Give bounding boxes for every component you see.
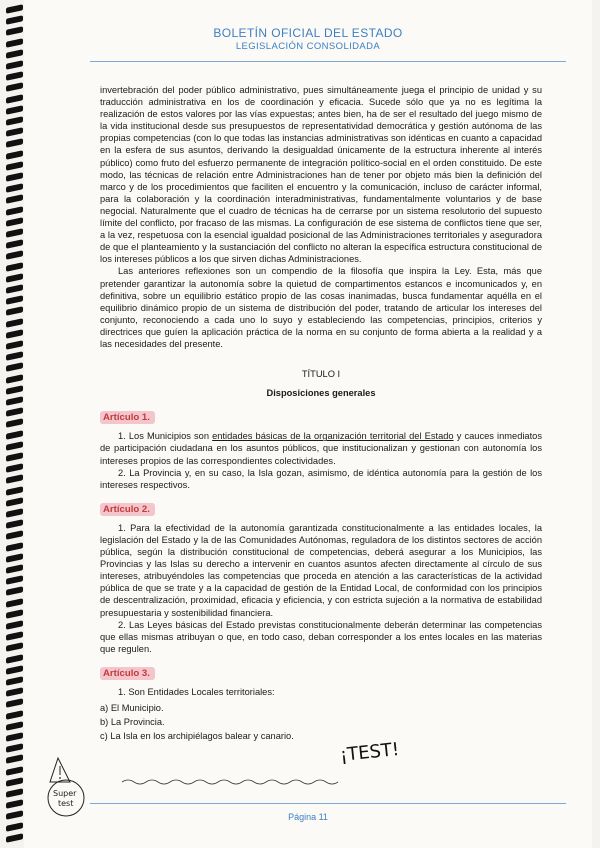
entity-list: [100, 702, 542, 742]
binding-ring: [6, 251, 23, 261]
section-subtitle: Disposiciones generales: [266, 388, 376, 399]
binding-ring: [6, 575, 23, 585]
binding-ring: [6, 598, 23, 608]
binding-ring: [6, 743, 23, 753]
binding-ring: [6, 139, 23, 149]
binding-ring: [6, 374, 23, 384]
binding-ring: [6, 833, 23, 843]
binding-ring: [6, 755, 23, 765]
binding-ring: [6, 161, 23, 171]
binding-ring: [6, 150, 23, 160]
footer-rule: [90, 803, 566, 804]
binding-ring: [6, 519, 23, 529]
binding-ring: [6, 340, 23, 350]
binding-ring: [6, 643, 23, 653]
binding-ring: [6, 631, 23, 641]
binding-ring: [6, 463, 23, 473]
binding-ring: [6, 38, 23, 48]
binding-ring: [6, 531, 23, 541]
doodle-drawing: [38, 748, 102, 818]
article-3-paragraph-1: 1. Son Entidades Locales territoriales:: [118, 687, 275, 698]
binding-ring: [6, 27, 23, 37]
binding-ring: [6, 777, 23, 787]
binding-ring: [6, 195, 23, 205]
binding-ring: [6, 699, 23, 709]
binding-ring: [6, 654, 23, 664]
binding-ring: [6, 83, 23, 93]
binding-ring: [6, 788, 23, 798]
binding-ring: [6, 430, 23, 440]
page-number: Página 11: [288, 812, 328, 822]
binding-ring: [6, 183, 23, 193]
binding-ring: [6, 94, 23, 104]
binding-ring: [6, 811, 23, 821]
binding-ring: [6, 407, 23, 417]
article-heading: [100, 503, 542, 516]
binding-ring: [6, 587, 23, 597]
binding-ring: [6, 4, 23, 14]
binding-ring: [6, 228, 23, 238]
binding-ring: [6, 486, 23, 496]
header-title: BOLETÍN OFICIAL DEL ESTADO: [213, 26, 403, 40]
binding-ring: [6, 127, 23, 137]
binding-ring: [6, 217, 23, 227]
doodle-text: test: [58, 799, 74, 808]
binding-ring: [6, 284, 23, 294]
document-page: [24, 0, 592, 848]
list-item: c) La Isla en los archipiélagos balear y canario.: [100, 731, 294, 742]
binding-ring: [6, 475, 23, 485]
spiral-binding: [0, 0, 24, 848]
doodle-text: Super: [53, 789, 77, 798]
binding-ring: [6, 15, 23, 25]
binding-ring: [6, 799, 23, 809]
section-title: TÍTULO I: [301, 369, 341, 380]
list-item: a) El Municipio.: [100, 703, 164, 714]
article-3-heading: Artículo 3.: [100, 667, 155, 680]
binding-ring: [6, 351, 23, 361]
article-heading: [100, 667, 542, 680]
binding-ring: [6, 721, 23, 731]
binding-ring: [6, 508, 23, 518]
binding-ring: [6, 295, 23, 305]
page-header: [24, 26, 592, 52]
binding-ring: [6, 452, 23, 462]
article-2-paragraph-1: 1. Para la efectividad de la autonomía garantizada constitucionalmente a las entidades locales, la legislación del Estado y la de las Comunidades Autónomas, reguladora de los distintos sectores de acción pública, según la distribución constitucional de competencias, deberá asegurar a los Municipios, las Provincias y las Islas su derecho a intervenir en cuantos asuntos afecten directamente al círculo de sus intereses, atribuyéndoles las competencias que proceda en atención a las características de la actividad pública de que se trate y a la capacidad de gestión de la Entidad Local, de conformidad con los principios de descentralización, proximidad, eficacia y eficiencia, y con estricta sujeción a la normativa de estabilidad presupuestaria y sostenibilidad financiera.: [100, 522, 542, 618]
article-2-heading: Artículo 2.: [100, 503, 155, 516]
article-1-paragraph-1: [100, 430, 542, 466]
article-heading: [100, 411, 542, 424]
text-span: y cauces inmediatos de participación ciudadana en los asuntos públicos, que institucionalizan y gestionan con autonomía los intereses propios de las correspondientes colectividades.: [100, 431, 543, 466]
binding-ring: [6, 273, 23, 283]
binding-ring: [6, 441, 23, 451]
binding-ring: [6, 766, 23, 776]
underlined-text: entidades básicas de la organización territorial del Estado: [212, 431, 454, 442]
article-1-paragraph-2: 2. La Provincia y, en su caso, la Isla gozan, asimismo, de idéntica autonomía para la gestión de los intereses respectivos.: [100, 467, 542, 490]
binding-ring: [6, 105, 23, 115]
article-2-paragraph-2: 2. Las Leyes básicas del Estado previstas constitucionalmente deberán determinar las competencias que ellas mismas atribuyan o que, en todo caso, deban corresponder a los entes locales en las materias que regulen.: [100, 619, 542, 654]
binding-ring: [6, 396, 23, 406]
binding-ring: [6, 419, 23, 429]
article-1-heading: Artículo 1.: [100, 411, 155, 424]
binding-ring: [6, 497, 23, 507]
handwritten-test-stamp: ¡TEST!: [339, 738, 401, 767]
binding-ring: [6, 307, 23, 317]
binding-ring: [6, 676, 23, 686]
text-span: 1. Los Municipios son: [118, 431, 213, 442]
binding-ring: [6, 206, 23, 216]
binding-ring: [6, 553, 23, 563]
paragraph: invertebración del poder público administrativo, pues simultáneamente juega el principio de unidad y su traducción administrativa en los de coordinación y eficacia. Sucede sólo que ya no es legítima la realización de estos valores por las vías expuestas; antes bien, ha de ser el resultado del juego mismo de la vida institucional desde sus presupuestos de representatividad democrática y gestión autónoma de las propias competencias (con lo que todas las instancias administrativas son idénticas en cuanto a capacidad en la esfera de sus asuntos, derivando la desigualdad únicamente de la estructura inherente al interés público) como fruto del esfuerzo permanente de integración político-social en el orden constituido. De este modo, las técnicas de relación entre Administraciones han de tener por objeto más bien la definición del marco y de los procedimientos que faciliten el encuentro y la comunicación, incluso de carácter informal, para la colaboración y la coordinación interadministrativas, fundamentalmente voluntarios y de base negocial. Naturalmente que el cuadro de técnicas ha de cerrarse por un sistema resolutorio del supuesto límite del conflicto, por fracaso de las mismas. La configuración de ese sistema de conflictos tiene que ser, a la vez, respetuosa con la esencial igualdad posicional de las Administraciones territoriales y aseguradora de que el planteamiento y la sustanciación del conflicto no alteran la específica estructura constitucional de los intereses públicos a los que sirven dichas Administraciones.: [100, 85, 542, 265]
binding-ring: [6, 732, 23, 742]
squiggle-underline: [120, 776, 380, 792]
binding-ring: [6, 385, 23, 395]
binding-ring: [6, 71, 23, 81]
document-body: [100, 84, 542, 742]
binding-ring: [6, 710, 23, 720]
header-rule: [90, 61, 566, 62]
binding-ring: [6, 172, 23, 182]
binding-ring: [6, 116, 23, 126]
binding-ring: [6, 60, 23, 70]
binding-ring: [6, 609, 23, 619]
list-item: b) La Provincia.: [100, 717, 165, 728]
paragraph: Las anteriores reflexiones son un compendio de la filosofía que inspira la Ley. Esta, más que pretender garantizar la autonomía sobre la quietud de compartimentos estancos e incomunicados y, en definitiva, sobre un equilibrio estático propio de las cosas inanimadas, busca fundamentar aquélla en el equilibrio dinámico propio de un sistema de distribución del poder, tratando de articular los intereses del conjunto, reconociendo a cada uno lo suyo y estableciendo las competencias, principios, criterios y directrices que guíen la aplicación práctica de la norma en su conjunto de forma abierta a la realidad y a las necesidades del presente.: [100, 266, 542, 349]
binding-ring: [6, 49, 23, 59]
header-subtitle: LEGISLACIÓN CONSOLIDADA: [235, 41, 381, 52]
binding-ring: [6, 318, 23, 328]
binding-ring: [6, 564, 23, 574]
binding-ring: [6, 262, 23, 272]
binding-ring: [6, 239, 23, 249]
binding-ring: [6, 620, 23, 630]
binding-ring: [6, 542, 23, 552]
binding-ring: [6, 665, 23, 675]
binding-ring: [6, 329, 23, 339]
binding-ring: [6, 822, 23, 832]
binding-ring: [6, 687, 23, 697]
binding-ring: [6, 363, 23, 373]
